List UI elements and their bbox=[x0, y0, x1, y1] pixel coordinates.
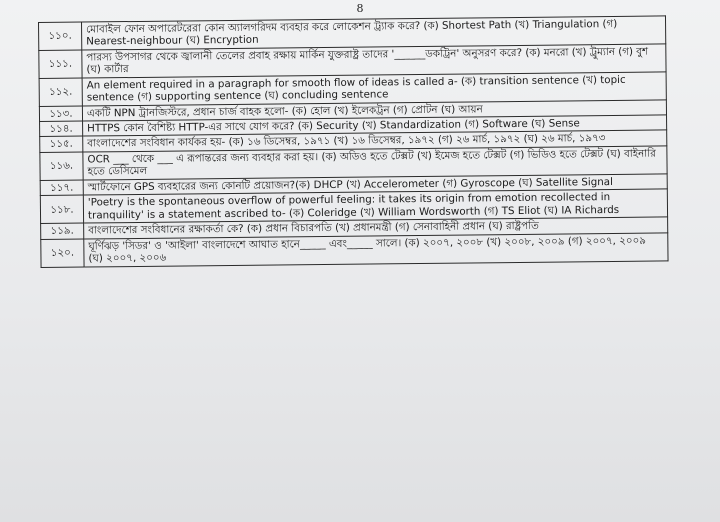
question-text: 'Poetry is the spontaneous overflow of powerful feeling: it takes its origin from emotion recollected in tranquility' is a statement ascribed to- (ক) Coleridge (খ) William Wordsworth (গ) TS Eliot (ঘ) IA Richards bbox=[83, 189, 667, 223]
question-number: ১১২. bbox=[39, 78, 82, 106]
question-number: ১১১. bbox=[39, 50, 82, 78]
question-number: ১১৫. bbox=[40, 136, 83, 152]
question-number: ১১৯. bbox=[41, 223, 84, 239]
question-text: OCR ___ থেকে ___ এ রূপান্তরের জন্য ব্যবহার করা হয়। (ক) অডিও হতে টেক্সট (খ) ইমেজ হতে টেক্সট (গ) ভিডিও হতে টেক্সট (ঘ) বাইনারি হতে ডেসিমেল bbox=[83, 146, 667, 180]
question-text: মোবাইল ফোন অপারেটরেরা কোন অ্যালগরিদম ব্যবহার করে লোকেশন ট্র্যাক করে? (ক) Shortest Path (খ) Triangulation (গ) Nearest-neighbour (ঘ) Encryption bbox=[82, 16, 666, 50]
question-text: An element required in a paragraph for smooth flow of ideas is called a- (ক) transition sentence (খ) topic sentence (গ) supporting sentence (ঘ) concluding sentence bbox=[82, 72, 666, 106]
question-row bbox=[41, 233, 668, 268]
question-text: একটি NPN ট্রানজিস্টরে, প্রধান চার্জ বাহক হলো- (ক) হোল (খ) ইলেকট্রন (গ) প্রোটন (ঘ) আয়ন bbox=[82, 100, 666, 122]
question-number: ১১৬. bbox=[40, 152, 83, 180]
question-number: ১১৩. bbox=[39, 106, 82, 122]
question-text: বাংলাদেশের সংবিধান কার্যকর হয়- (ক) ১৬ ডিসেম্বর, ১৯৭১ (খ) ১৬ ডিসেম্বর, ১৯৭২ (গ) ২৬ মার্চ, ১৯৭২ (ঘ) ২৬ মার্চ, ১৯৭৩ bbox=[83, 130, 667, 152]
question-number: ১১৪. bbox=[40, 121, 83, 137]
question-number: ১১৮. bbox=[40, 195, 83, 223]
question-text: HTTPS কোন বৈশিষ্ট্য HTTP-এর সাথে যোগ করে? (ক) Security (খ) Standardization (গ) Software (ঘ) Sense bbox=[83, 115, 667, 137]
question-table bbox=[38, 15, 669, 267]
question-number: ১২০. bbox=[41, 239, 84, 267]
question-number: ১১০. bbox=[39, 22, 82, 50]
question-text: স্মার্টফোনে GPS ব্যবহারের জন্য কোনটি প্রয়োজন?(ক) DHCP (খ) Accelerometer (গ) Gyroscope (ঘ) Satellite Signal bbox=[83, 174, 667, 196]
page-number: 8 bbox=[356, 2, 364, 15]
question-number: ১১৭. bbox=[40, 180, 83, 196]
question-text: পারস্য উপসাগর থেকে জ্বালানী তেলের প্রবাহ রক্ষায় মার্কিন যুক্তরাষ্ট্র তাদের '______ডকট্রিন' অনুসরণ করে? (ক) মনরো (খ) ট্রুম্যান (গ) বুশ (ঘ) কার্টার bbox=[82, 44, 666, 78]
question-text: বাংলাদেশের সংবিধানের রক্ষাকর্তা কে? (ক) প্রধান বিচারপতি (খ) প্রধানমন্ত্রী (গ) সেনাবাহিনী প্রধান (ঘ) রাষ্ট্রপতি bbox=[84, 217, 668, 239]
question-text: ঘূর্ণিঝড় 'সিডর' ও 'আইলা' বাংলাদেশে আঘাত হানে_____ এবং_____ সালে। (ক) ২০০৭, ২০০৮ (খ) ২০০৮, ২০০৯ (গ) ২০০৭, ২০০৯ (ঘ) ২০০৭, ২০০৬ bbox=[84, 233, 668, 267]
